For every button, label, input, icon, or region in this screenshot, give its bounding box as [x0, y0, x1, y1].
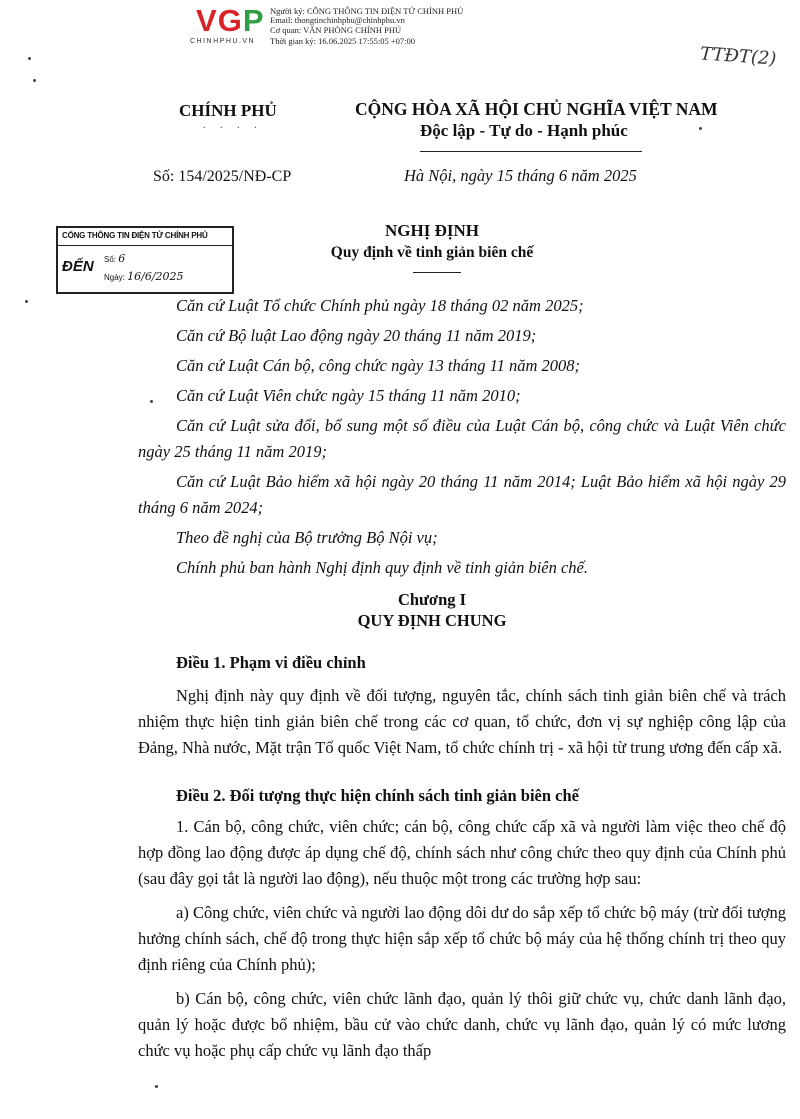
article-2-paragraph: b) Cán bộ, công chức, viên chức lãnh đạo, quản lý thôi giữ chức vụ, chức danh lãnh đạo, quản lý hoặc được bổ nhiệm, bầu cử vào chức danh, chức vụ lãnh đạo, quản lý có mức lương chức vụ hoặc phụ cấp chức vụ lãnh đạo thấp — [138, 989, 786, 1060]
signature-email: Email: thongtinchinhphu@chinhphu.vn — [270, 15, 405, 25]
article-1-paragraph: Nghị định này quy định về đối tượng, nguyên tắc, chính sách tinh giản biên chế và trách nhiệm thực hiện tinh giản biên chế trong các cơ quan, tổ chức, đơn vị sự nghiệp công lập của Đảng, Nhà nước, Mặt trận Tổ quốc Việt Nam, tổ chức chính trị - xã hội từ trung ương đến cấp xã. — [138, 686, 786, 757]
logo-letter-g: G — [217, 3, 243, 38]
stamp-number-value: 6 — [118, 252, 126, 265]
logo-subtitle: CHINHPHU.VN — [190, 38, 256, 45]
place-and-date: Hà Nội, ngày 15 tháng 6 năm 2025 — [404, 166, 637, 185]
stamp-title: CỔNG THÔNG TIN ĐIỆN TỬ CHÍNH PHỦ — [62, 231, 208, 240]
legal-bases — [138, 293, 786, 581]
logo-letter-v: V — [196, 3, 218, 38]
document-subject: Quy định về tinh giản biên chế — [330, 244, 534, 261]
vgp-logo — [196, 3, 274, 38]
national-title: CỘNG HÒA XÃ HỘI CHỦ NGHĨA VIỆT NAM — [355, 99, 718, 119]
legal-basis-item: Căn cứ Luật Cán bộ, công chức ngày 13 tháng 11 năm 2008; — [176, 356, 581, 375]
legal-basis-item: Căn cứ Luật Tổ chức Chính phủ ngày 18 tháng 02 năm 2025; — [176, 296, 584, 315]
national-motto: Độc lập - Tự do - Hạnh phúc — [420, 121, 628, 140]
signature-agency: Cơ quan: VĂN PHÒNG CHÍNH PHỦ — [270, 25, 402, 35]
legal-basis-item: Căn cứ Luật Bảo hiểm xã hội ngày 20 tháng 11 năm 2014; Luật Bảo hiểm xã hội ngày 29 tháng 6 năm 2024; — [138, 472, 786, 517]
signature-time: Thời gian ký: 16.06.2025 17:55:05 +07:00 — [270, 36, 416, 46]
stamp-number-label: Số: — [104, 255, 117, 264]
stamp-den: ĐẾN — [62, 258, 94, 275]
handwritten-note: TTĐT(2) — [699, 43, 778, 70]
logo-letter-p: P — [242, 3, 265, 38]
document-type: NGHỊ ĐỊNH — [385, 221, 479, 240]
motto-underline — [420, 151, 642, 152]
stamp-date-value: 16/6/2025 — [127, 270, 184, 283]
article-2-body — [138, 814, 786, 1064]
article-1-body — [138, 683, 786, 761]
chapter-name: QUY ĐỊNH CHUNG — [357, 611, 507, 630]
scan-speck — [28, 57, 31, 60]
legal-basis-item: Căn cứ Luật sửa đổi, bổ sung một số điều của Luật Cán bộ, công chức và Luật Viên chức ngày 25 tháng 11 năm 2019; — [138, 416, 786, 461]
article-1-heading: Điều 1. Phạm vi điều chỉnh — [176, 653, 366, 672]
chapter-number: Chương I — [397, 590, 467, 609]
legal-basis-item: Theo đề nghị của Bộ trưởng Bộ Nội vụ; — [176, 528, 438, 547]
stamp-date — [104, 270, 184, 283]
scan-speck — [699, 127, 702, 130]
organization-underline: . . . . — [203, 120, 263, 131]
article-2-heading: Điều 2. Đối tượng thực hiện chính sách tinh giản biên chế — [176, 786, 580, 805]
legal-basis-item: Căn cứ Bộ luật Lao động ngày 20 tháng 11 năm 2019; — [176, 326, 537, 345]
scan-speck — [25, 300, 28, 303]
stamp-date-label: Ngày: — [104, 273, 125, 282]
scan-speck — [155, 1085, 158, 1088]
title-underline — [413, 272, 461, 273]
legal-basis-item: Căn cứ Luật Viên chức ngày 15 tháng 11 năm 2010; — [176, 386, 521, 405]
article-2-paragraph: 1. Cán bộ, công chức, viên chức; cán bộ, công chức cấp xã và người làm việc theo chế độ hợp đồng lao động được áp dụng chế độ, chính sách như công chức theo quy định của Chính phủ (sau đây gọi tắt là người lao động), nếu thuộc một trong các trường hợp sau: — [138, 817, 786, 888]
document-number: Số: 154/2025/NĐ-CP — [153, 168, 292, 185]
issuing-organization: CHÍNH PHỦ — [179, 101, 277, 120]
legal-basis-item: Chính phủ ban hành Nghị định quy định về tinh giản biên chế. — [176, 558, 589, 577]
article-2-paragraph: a) Công chức, viên chức và người lao động dôi dư do sắp xếp tổ chức bộ máy (trừ đối tượng hưởng chính sách, chế độ trong thực hiện sắp xếp tổ chức bộ máy của hệ thống chính trị theo quy định riêng của Chính phủ); — [138, 903, 786, 974]
signature-signer: Người ký: CÔNG THÔNG TIN ĐIỆN TỬ CHÍNH PHỦ — [270, 6, 464, 16]
scan-speck — [33, 79, 36, 82]
